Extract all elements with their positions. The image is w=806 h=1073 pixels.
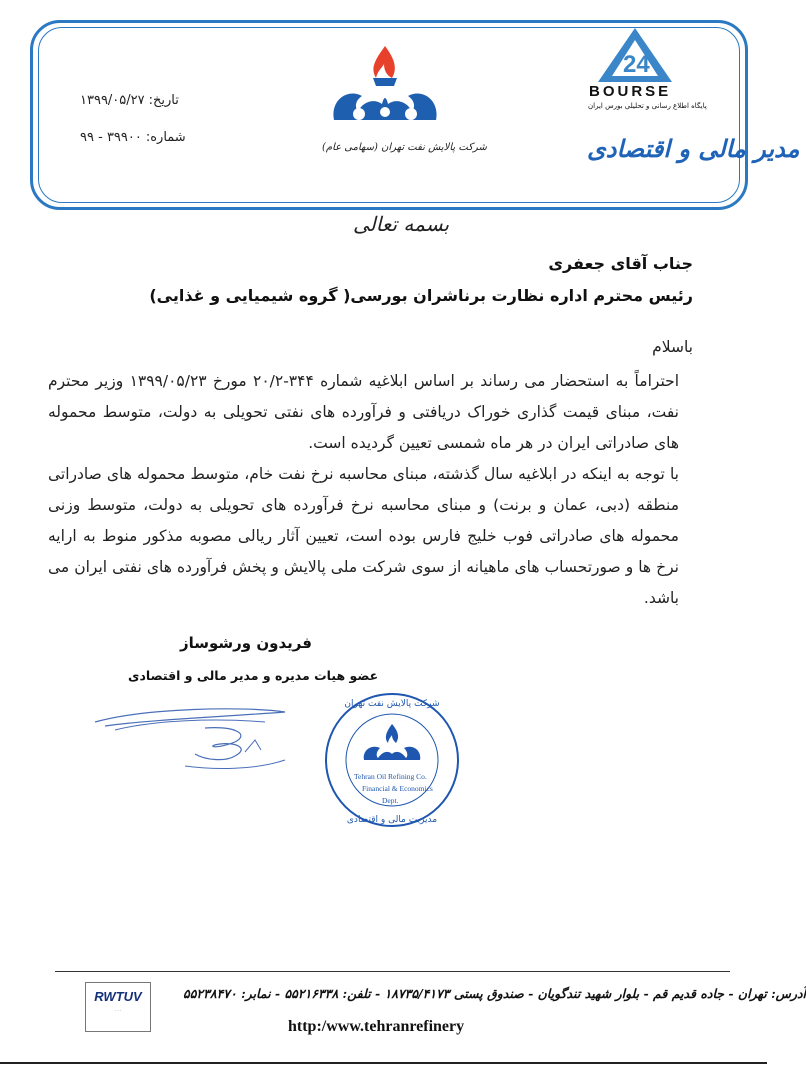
footer-address: آدرس: تهران - جاده قدیم قم - بلوار شهید تندگویان - صندوق پستی ۱۸۷۳۵/۴۱۷۳ - تلفن: ۵۵۲۱۶۳۳۸ - نمابر: ۵۵۲۳۸۴۷۰ — [183, 986, 806, 1001]
rwtuv-wordmark: RWTUV — [94, 989, 142, 1004]
recipient-name: جناب آقای جعفری — [548, 254, 693, 273]
footer-divider — [55, 971, 730, 972]
letter-date — [80, 93, 179, 108]
department-title: مدیر مالی و اقتصادی — [587, 134, 800, 163]
signatory-position: عضو هیات مدیره و مدیر مالی و اقتصادی — [128, 668, 379, 683]
company-name-caption: شرکت پالایش نفت تهران (سهامی عام) — [322, 142, 487, 153]
stamp-line-1: Tehran Oil Refining Co. — [354, 772, 427, 781]
bourse-24-logo-icon — [596, 26, 674, 84]
footer-website[interactable]: http:/www.tehranrefinery — [288, 1018, 465, 1035]
number-value: ۳۹۹۰۰ - ۹۹ — [80, 130, 142, 145]
greeting: باسلام — [652, 338, 693, 356]
page-bottom-rule — [0, 1062, 767, 1064]
svg-text:شرکت پالایش نفت تهران: شرکت پالایش نفت تهران — [344, 699, 440, 709]
date-value: ۱۳۹۹/۰۵/۲۷ — [80, 93, 145, 108]
bourse-subtitle: پایگاه اطلاع رسانی و تحلیلی بورس ایران — [588, 102, 707, 110]
svg-text:مدیریت مالی و اقتصادی: مدیریت مالی و اقتصادی — [346, 815, 438, 825]
bourse-wordmark: BOURSE — [589, 83, 672, 100]
letter-body — [48, 366, 693, 614]
stamp-line-3: Dept. — [382, 796, 399, 805]
rwtuv-subtext: · · · — [114, 1008, 122, 1013]
signatory-name: فریدون ورشوساز — [180, 634, 312, 652]
company-stamp-icon — [322, 690, 462, 830]
stamp-line-2: Financial & Economics — [362, 784, 433, 793]
rwtuv-certification-logo — [85, 982, 151, 1032]
letter-number — [80, 130, 186, 145]
svg-text:24: 24 — [623, 51, 650, 78]
number-label: شماره: — [145, 130, 186, 145]
recipient-title: رئیس محترم اداره نظارت برناشران بورسی( گروه شیمیایی و غذایی) — [149, 286, 693, 305]
body-paragraph-2: با توجه به اینکه در ابلاغیه سال گذشته، مبنای محاسبه نرخ نفت خام، متوسط محموله های صادراتی منطقه (دبی، عمان و برنت) و مبنای محاسبه نرخ فرآورده های تحویلی به دولت، متوسط وزنی محموله های صادراتی فوب خلیج فارس بوده است، تعیین آثار ریالی مصوبه مذکور منوط به ارایه نرخ ها و صورتحساب های ماهیانه از سوی شرکت ملی پالایش و پخش فرآورده های نفتی ایران می باشد. — [48, 465, 679, 607]
date-label: تاریخ: — [148, 93, 179, 108]
refinery-flame-logo-icon — [326, 42, 444, 134]
body-paragraph-1: احتراماً به استحضار می رساند بر اساس ابلاغیه شماره ۳۴۴-۲۰/۲ مورخ ۱۳۹۹/۰۵/۲۳ وزیر محترم نفت، مبنای قیمت گذاری خوراک دریافتی و فرآورده های نفتی تحویلی به دولت، متوسط محموله های صادراتی ایران در هر ماه شمسی تعیین گردیده است. — [48, 372, 680, 452]
handwritten-signature-icon — [85, 700, 305, 780]
bismillah-heading: بسمه تعالی — [353, 212, 450, 236]
